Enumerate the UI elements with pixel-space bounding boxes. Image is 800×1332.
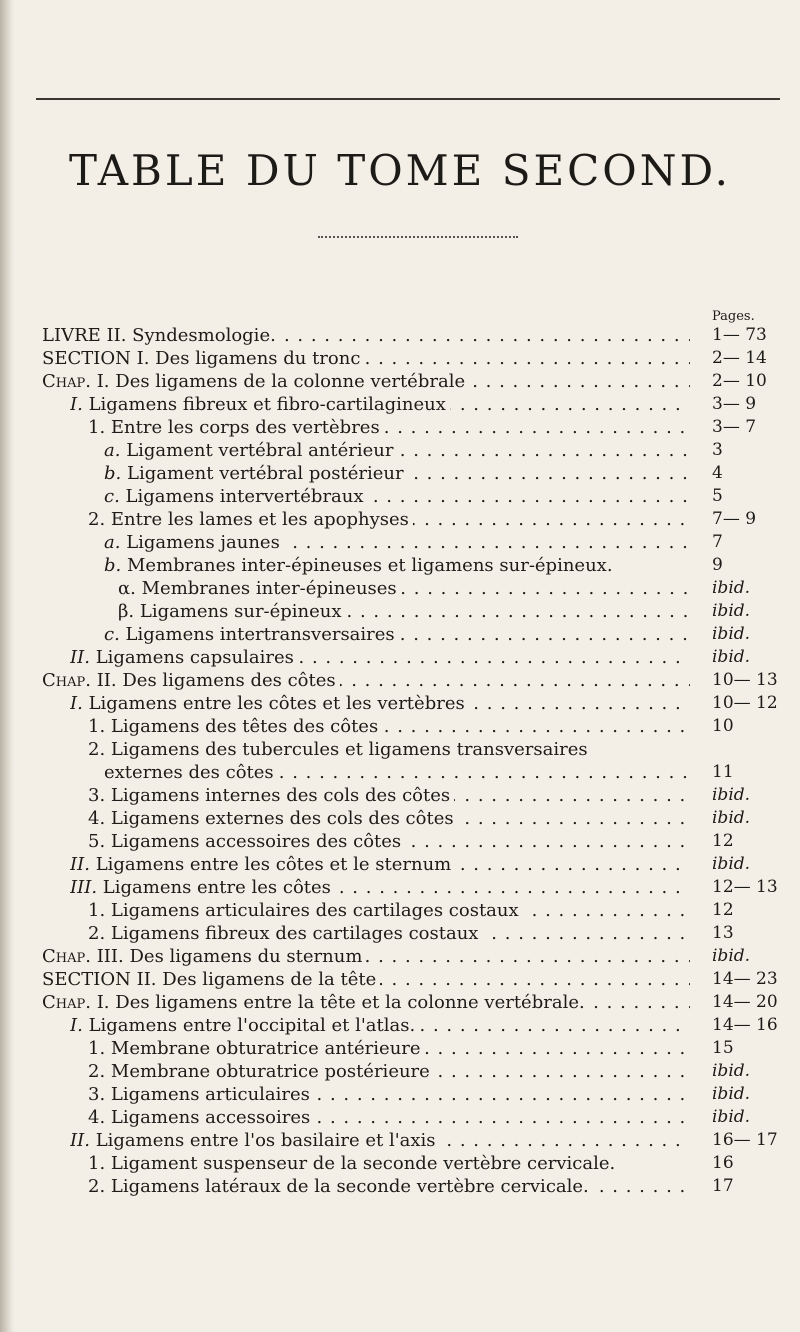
toc-text: Des ligamens du tronc [155,348,361,369]
toc-text: Ligamens entre les côtes et les vertèbres [88,693,465,714]
toc-pages: 2— 10 [712,371,767,391]
toc-pages [712,1106,792,1129]
toc-row [0,876,800,899]
toc-text: externes des côtes [104,762,274,783]
toc-row [0,554,800,577]
toc-row [0,830,800,853]
toc-text: Ligament vertébral antérieur [126,440,394,461]
toc-pages: 15 [712,1038,734,1058]
toc-text: Des ligamens des côtes [122,670,336,691]
toc-row [0,922,800,945]
pages-column-header: Pages. [712,309,755,324]
toc-row [0,462,800,485]
toc-row [0,784,800,807]
toc-prefix: Chap. I. [42,371,110,392]
table-of-contents [0,324,800,1198]
page-title: TABLE DU TOME SECOND. [69,146,731,195]
toc-row [0,669,800,692]
toc-row [0,531,800,554]
toc-pages-value: ibid. [712,647,751,667]
toc-row [0,623,800,646]
toc-row [0,1060,800,1083]
toc-pages [712,623,792,646]
toc-row [0,1106,800,1129]
toc-text: Ligamens capsulaires [95,647,294,668]
toc-prefix: II. [70,854,90,875]
toc-text: Ligamens jaunes [126,532,280,553]
toc-pages [712,853,792,876]
toc-row [0,508,800,531]
toc-text: Ligament suspenseur de la seconde vertèbre cervicale. [110,1153,616,1174]
toc-text: Des ligamens entre la tête et la colonne vertébrale. [115,992,585,1013]
toc-prefix: c. [104,624,120,645]
toc-row [0,853,800,876]
toc-row [0,646,800,669]
toc-row [0,968,800,991]
toc-text: Ligamens entre les côtes et le sternum [95,854,452,875]
toc-row [0,600,800,623]
toc-text: Des ligamens de la colonne vertébrale [115,371,466,392]
toc-row [0,899,800,922]
toc-prefix: I. [70,394,83,415]
toc-prefix: 1. [88,1153,106,1174]
toc-pages-value: ibid. [712,808,751,828]
toc-prefix: II. [70,647,90,668]
toc-pages [712,646,792,669]
toc-text: Ligamens des têtes des côtes [110,716,379,737]
toc-prefix: 3. [88,785,106,806]
toc-prefix: a. [104,532,121,553]
toc-pages: 3— 9 [712,394,757,414]
toc-prefix: III. [70,877,98,898]
toc-pages: 11 [712,762,734,782]
toc-prefix: b. [104,555,122,576]
toc-text: Des ligamens du sternum [129,946,363,967]
toc-pages: 10 [712,716,734,736]
toc-prefix: c. [104,486,120,507]
toc-prefix: Chap. I. [42,992,110,1013]
toc-row [0,1014,800,1037]
toc-text: Ligamens internes des cols des côtes [110,785,451,806]
toc-pages-value: ibid. [712,624,751,644]
toc-pages: 14— 23 [712,969,778,989]
toc-prefix: LIVRE II. [42,325,127,346]
toc-text: Ligamens entre l'os basilaire et l'axis [95,1130,436,1151]
toc-prefix: 2. [88,509,106,530]
toc-row [0,807,800,830]
toc-prefix: SECTION II. [42,969,157,990]
toc-pages: 7 [712,532,723,552]
toc-row [0,370,800,393]
toc-prefix: Chap. II. [42,670,117,691]
toc-pages: 5 [712,486,723,506]
toc-text: Ligamens accessoires des côtes [110,831,402,852]
toc-row [0,1129,800,1152]
toc-prefix: II. [70,1130,90,1151]
toc-text: Entre les corps des vertèbres [110,417,380,438]
toc-pages-value: ibid. [712,1107,751,1127]
toc-text: Entre les lames et les apophyses [110,509,409,530]
toc-prefix: 1. [88,716,106,737]
toc-prefix: 4. [88,808,106,829]
toc-prefix: 5. [88,831,106,852]
toc-text: Ligamens latéraux de la seconde vertèbre cervicale. [110,1176,589,1197]
toc-row [0,1083,800,1106]
toc-pages: 17 [712,1176,734,1196]
toc-prefix: b. [104,463,122,484]
toc-pages [712,1083,792,1106]
toc-prefix: Chap. III. [42,946,124,967]
toc-text: Ligamens des tubercules et ligamens transversaires [110,739,588,760]
toc-pages-value: ibid. [712,1061,751,1081]
toc-row [0,991,800,1014]
toc-text: Ligamens externes des cols des côtes [110,808,454,829]
toc-pages: 14— 16 [712,1015,778,1035]
toc-prefix: 4. [88,1107,106,1128]
toc-prefix: 1. [88,900,106,921]
toc-row [0,1037,800,1060]
toc-pages: 14— 20 [712,992,778,1012]
toc-text: Membranes inter-épineuses [141,578,397,599]
toc-pages-value: ibid. [712,1084,751,1104]
toc-row [0,324,800,347]
toc-prefix: 2. [88,739,106,760]
toc-text: Ligamens entre l'occipital et l'atlas. [88,1015,416,1036]
toc-text: Ligamens articulaires des cartilages costaux [110,900,519,921]
title-rule [318,236,518,238]
toc-pages-value: ibid. [712,785,751,805]
toc-row [0,738,800,761]
toc-pages: 12 [712,900,734,920]
toc-row [0,761,800,784]
toc-pages: 9 [712,555,723,575]
toc-pages [712,784,792,807]
toc-pages: 7— 9 [712,509,757,529]
toc-pages: 1— 73 [712,325,767,345]
toc-pages: 3 [712,440,723,460]
toc-row [0,347,800,370]
toc-prefix: 2. [88,1176,106,1197]
toc-pages [712,577,792,600]
toc-row [0,1175,800,1198]
toc-prefix: α. [118,578,136,599]
toc-row [0,945,800,968]
toc-pages-value: ibid. [712,854,751,874]
toc-text: Syndesmologie. [132,325,276,346]
toc-pages-value: ibid. [712,946,751,966]
toc-pages [712,1060,792,1083]
toc-text: Membrane obturatrice antérieure [110,1038,421,1059]
toc-row [0,577,800,600]
toc-row [0,439,800,462]
toc-text: Ligament vertébral postérieur [126,463,404,484]
toc-prefix: 1. [88,417,106,438]
toc-text: Membranes inter-épineuses et ligamens sur-épineux. [126,555,613,576]
toc-text: Ligamens accessoires [110,1107,311,1128]
toc-text: Ligamens articulaires [110,1084,310,1105]
toc-pages-value: ibid. [712,601,751,621]
toc-pages-value: ibid. [712,578,751,598]
toc-row [0,485,800,508]
toc-prefix: I. [70,693,83,714]
toc-pages: 3— 7 [712,417,757,437]
toc-prefix: 2. [88,923,106,944]
toc-pages: 2— 14 [712,348,767,368]
toc-row [0,692,800,715]
toc-prefix: SECTION I. [42,348,150,369]
toc-pages [712,600,792,623]
toc-text: Ligamens fibreux des cartilages costaux [110,923,479,944]
toc-pages: 12— 13 [712,877,778,897]
top-rule [36,98,780,100]
toc-pages [712,945,792,968]
toc-text: Ligamens intervertébraux [125,486,364,507]
toc-pages: 16 [712,1153,734,1173]
toc-pages [712,807,792,830]
toc-text: Ligamens fibreux et fibro-cartilagineux [88,394,446,415]
toc-text: Des ligamens de la tête [162,969,377,990]
toc-prefix: 3. [88,1084,106,1105]
toc-text: Membrane obturatrice postérieure [110,1061,430,1082]
toc-text: Ligamens sur-épineux [139,601,342,622]
toc-row [0,393,800,416]
toc-prefix: β. [118,601,135,622]
toc-row [0,715,800,738]
toc-text: Ligamens intertransversaires [125,624,395,645]
toc-pages: 12 [712,831,734,851]
toc-pages: 10— 12 [712,693,778,713]
toc-pages: 13 [712,923,734,943]
toc-row [0,1152,800,1175]
toc-text: Ligamens entre les côtes [102,877,331,898]
toc-pages: 10— 13 [712,670,778,690]
toc-pages: 4 [712,463,723,483]
toc-prefix: 2. [88,1061,106,1082]
toc-row [0,416,800,439]
toc-pages: 16— 17 [712,1130,778,1150]
toc-prefix: a. [104,440,121,461]
toc-prefix: 1. [88,1038,106,1059]
toc-prefix: I. [70,1015,83,1036]
